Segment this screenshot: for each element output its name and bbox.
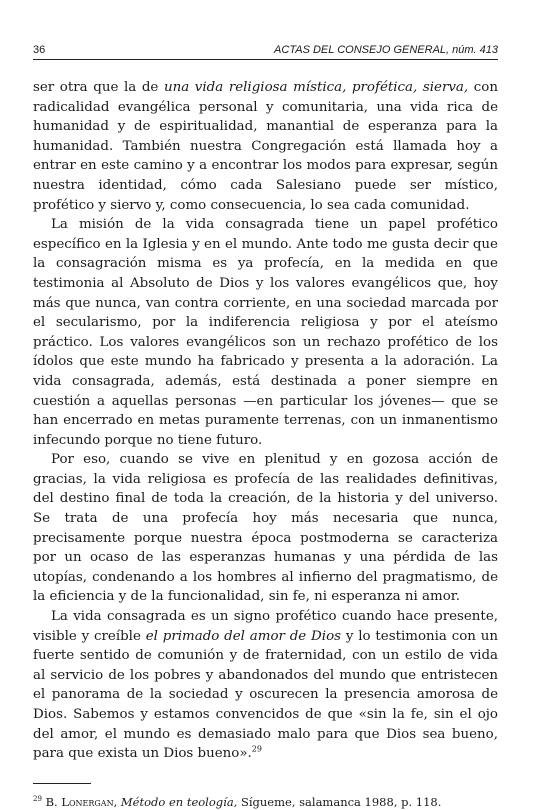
footnote-divider [33, 783, 91, 784]
paragraph-1-text-b: con radicalidad evangélica personal y comunitaria, una vida rica de humanidad y de espiritualidad, manantial de esperanza para la humanidad. También nuestra Congregación está llamada hoy a entrar en este camino y a encontrar los modos para expresar, según nuestra identidad, cómo cada Salesiano puede ser místico, profético y siervo y, como consecuencia, lo sea cada comunidad. [33, 80, 498, 213]
paragraph-1-text-a: ser otra que la de [33, 80, 164, 95]
paragraph-4-emphasis: el primado del amor de Dios [145, 628, 342, 644]
footnote-reference: 29 [251, 744, 262, 754]
page-number: 36 [33, 44, 46, 56]
paragraph-3: Por eso, cuando se vive en plenitud y en gozosa acción de gracias, la vida religiosa es profecía de las realidades definitivas, del destino final de toda la creación, de la historia y del universo. Se trata de una profecía hoy más necesaria que nunca, precisamente porque nuestra época postmoderna se caracteriza por un ocaso de las esperanzas humanas y una pérdida de las utopías, condenando a los hombres al infierno del pragmatismo, de la eficiencia y de la funcionalidad, sin fe, ni esperanza ni amor. [33, 452, 498, 605]
footnote-author: B. Lonergan, [45, 794, 118, 809]
body-text [33, 78, 498, 764]
paragraph-4 [33, 607, 498, 764]
footnote-title: Método en teología, [120, 794, 238, 809]
document-page [33, 44, 498, 810]
paragraph-1 [33, 78, 498, 215]
footnote-details: Sígueme, salamanca 1988, p. 118. [237, 794, 442, 809]
paragraph-4-text-b: y lo testimonia con un fuerte sentido de comunión y de fraternidad, con un estilo de vida al servicio de los pobres y abandonados del mundo que entristecen el panorama de la sociedad y oscurecen la presencia amorosa de Dios. Sabemos y estamos convencidos de que «sin la fe, sin el ojo del amor, el mundo es demasiado malo para que Dios sea bueno, para que exista un Dios bueno». [33, 628, 498, 762]
running-header [33, 44, 498, 60]
running-title: ACTAS DEL CONSEJO GENERAL, núm. 413 [274, 44, 498, 56]
footnote-number: 29 [33, 794, 42, 803]
footnote [33, 794, 498, 810]
paragraph-2: La misión de la vida consagrada tiene un papel profético específico en la Iglesia y en el mundo. Ante todo me gusta decir que la consagración misma es ya profecía, en la medida en que testimonia al Absoluto de Dios y los valores evangélicos que, hoy más que nunca, van contra corriente, en una sociedad marcada por el secularismo, por la indiferencia religiosa y por el ateísmo práctico. Los valores evangélicos son un rechazo profético de los ídolos que este mundo ha fabricado y presenta a la adoración. La vida consagrada, además, está destinada a poner siempre en cuestión a aquellas personas —en particular los jóvenes— que se han encerrado en metas puramente terrenas, con un inmanentismo infecundo porque no tiene futuro. [33, 217, 498, 448]
paragraph-1-emphasis: una vida religiosa mística, profética, sierva, [163, 80, 469, 95]
paragraph-4-text-a: La vida consagrada es un signo profético cuando hace presente, visible y creíble [33, 609, 498, 644]
